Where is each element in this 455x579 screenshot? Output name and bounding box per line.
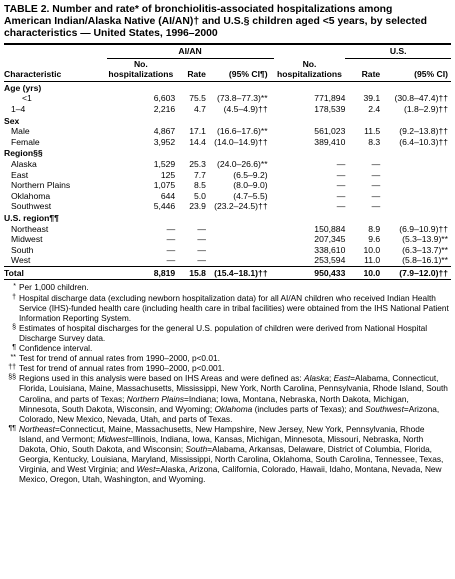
us-hospitalizations: — (336, 169, 346, 180)
aian-rate: — (197, 255, 206, 266)
row-label: Midwest (11, 234, 43, 245)
us-ci: (5.3–13.9)** (402, 234, 448, 245)
group-header-aian: AI/AN (107, 45, 274, 58)
us-ci: (6.4–10.3)†† (399, 136, 448, 147)
us-rate: 2.4 (368, 103, 381, 114)
aian-hospitalizations: — (166, 255, 176, 266)
table-row (4, 201, 451, 212)
column-header-no: No. (302, 58, 317, 69)
row-label: East (11, 169, 29, 180)
footnote-text: Per 1,000 children. (19, 282, 89, 293)
us-ci (380, 170, 451, 181)
footnote-segment: Oklahoma (214, 403, 253, 414)
us-hospitalizations: 253,594 (314, 255, 346, 266)
row-label: South (11, 244, 34, 255)
footnote (4, 373, 451, 423)
section-label: U.S. region¶¶ (4, 212, 59, 223)
aian-rate: — (197, 223, 206, 234)
aian-rate: 14.4 (189, 136, 206, 147)
group-header-us: U.S. (345, 45, 451, 58)
us-rate: 39.1 (363, 93, 381, 104)
table-row (4, 170, 451, 181)
footnote-segment: =Alaska, Arizona, California, Colorado, Hawaii, Idaho, Montana, Nevada, New Mexico, Oregon, Utah, Washington, and Wyoming. (19, 464, 442, 485)
us-rate: 11.0 (364, 255, 381, 266)
aian-ci (206, 224, 274, 235)
us-ci: (1.8–2.9)†† (404, 103, 448, 114)
footnote-segment: =Indiana; Iowa, Montana, Nebraska, North Dakota, Michigan, Minnesota, South Dakota, Wisconsin, and Wyoming; (19, 393, 409, 414)
aian-hospitalizations: — (166, 244, 176, 255)
section-label: Age (yrs) (4, 82, 42, 93)
footnote-segment: South (185, 443, 208, 454)
us-ci: (9.2–13.8)†† (399, 126, 448, 137)
aian-rate: 5.0 (194, 190, 206, 201)
aian-hospitalizations: 6,603 (153, 93, 176, 104)
total-label: Total (4, 266, 107, 280)
footnote-text: Hospital discharge data (excluding newborn hospitalization data) for all AI/AN children who received Indian Health Service (IHS)-funded health care (including health care in tribal facilities) were obtained from the IHS National Patient Information Reporting System. (19, 292, 449, 323)
row-label: Female (11, 136, 40, 147)
us-rate: 10.0 (363, 244, 381, 255)
footnote-segment: Northeast (19, 423, 55, 434)
aian-hospitalizations: 5,446 (153, 201, 176, 212)
aian-rate: 4.7 (194, 103, 206, 114)
section-label: Region§§ (4, 148, 43, 159)
us-hospitalizations: — (336, 190, 346, 201)
row-label: Southwest (11, 201, 52, 212)
column-header-hospitalizations: hospitalizations (108, 69, 174, 80)
aian-rate: 23.9 (189, 201, 206, 212)
us-rate: — (371, 169, 381, 180)
footnote-text: Estimates of hospital discharges for the general U.S. population of children were derived from National Hospital Discharge Survey data. (19, 322, 428, 343)
aian-hospitalizations: — (166, 223, 176, 234)
footnote-text (19, 373, 451, 423)
column-header-rate: Rate (175, 58, 206, 81)
aian-rate: 75.5 (189, 93, 206, 104)
footnote-segment: =Alabama, Connecticut, Florida, Louisiana, Maine, Massachusetts, Mississippi, New York, North Carolina, Pennsylvania, Rhode Island, South Carolina, and parts of Texas; (19, 373, 448, 404)
column-header-ci: (95% CI¶) (206, 58, 274, 81)
table-row (4, 104, 451, 115)
footnote-segment: ; (328, 373, 334, 384)
footnote-mark: * (13, 283, 16, 291)
table-body (4, 81, 451, 280)
aian-hospitalizations: — (166, 234, 176, 245)
aian-rate: 17.1 (189, 126, 206, 137)
aian-ci: (16.6–17.6)** (216, 126, 268, 137)
aian-hospitalizations: 1,529 (153, 158, 176, 169)
table-row (4, 234, 451, 245)
us-ci (380, 180, 451, 191)
us-hospitalizations: 150,884 (314, 223, 346, 234)
aian-ci: (4.7–5.5) (233, 190, 268, 201)
us-rate: — (371, 158, 381, 169)
us-hospitalizations: 561,023 (314, 126, 346, 137)
us-rate: — (371, 190, 381, 201)
footnote (4, 424, 451, 485)
table-row (4, 126, 451, 137)
us-hospitalizations: 389,410 (314, 136, 346, 147)
aian-hospitalizations: 644 (160, 190, 176, 201)
row-label: Male (11, 126, 30, 137)
row-label: Oklahoma (11, 190, 51, 201)
us-hospitalizations: — (336, 201, 346, 212)
aian-rate: — (197, 244, 206, 255)
footnote (4, 343, 451, 353)
row-label: Northern Plains (11, 180, 71, 191)
column-header-rate-us: Rate (345, 58, 380, 81)
us-hospitalizations: — (336, 180, 346, 191)
aian-ci: (14.0–14.9)†† (214, 136, 268, 147)
footnote-text: Test for trend of annual rates from 1990–2000, p<0.001. (19, 363, 225, 374)
table-row (4, 93, 451, 104)
section-header-row (4, 81, 451, 93)
table-title (4, 4, 451, 40)
us-hospitalizations: 771,894 (314, 93, 346, 104)
table-row (4, 224, 451, 235)
us-ci (380, 191, 451, 202)
section-header-row (4, 212, 451, 224)
footnote (4, 353, 451, 363)
table-row (4, 255, 451, 266)
footnote-mark: §§ (8, 374, 16, 382)
footnote (4, 363, 451, 373)
aian-rate: 25.3 (189, 158, 206, 169)
footnote-segment: Midwest (97, 433, 128, 444)
footnote-mark: § (12, 323, 16, 331)
column-header-characteristic: Characteristic (4, 58, 107, 81)
table-row (4, 245, 451, 256)
data-table (4, 45, 451, 280)
aian-hospitalizations: 3,952 (153, 136, 176, 147)
aian-ci: (15.4–18.1)†† (206, 266, 274, 280)
footnote-text (19, 424, 451, 485)
footnote-segment: =Arizona, Colorado, New Mexico, Nevada, Utah, and parts of Texas. (19, 403, 440, 424)
total-row (4, 266, 451, 280)
row-label: <1 (22, 93, 32, 104)
footnote-segment: Regions used in this analysis were based on IHS Areas and were defined as: (19, 373, 305, 384)
us-rate: 8.3 (368, 136, 381, 147)
row-label: Northeast (11, 223, 49, 234)
footnote-mark: ¶ (12, 344, 16, 352)
footnote-segment: =Alabama, Arkansas, Delaware, District of Columbia, Florida, Georgia, Kentucky, Louisiana, Maryland, Mississippi, North Carolina, Oklahoma, South Carolina, Tennessee, Texas, Virginia, and West Virginia; and (19, 443, 444, 475)
aian-rate: 15.8 (175, 266, 206, 280)
footnote-mark: ** (10, 354, 16, 362)
footnote (4, 323, 451, 343)
us-rate: 10.0 (345, 266, 380, 280)
aian-ci: (4.5–4.9)†† (223, 103, 268, 114)
us-rate: 9.6 (368, 234, 381, 245)
aian-ci: (23.2–24.5)†† (214, 201, 268, 212)
us-ci: (6.9–10.9)†† (399, 223, 448, 234)
table-row (4, 180, 451, 191)
footnote-segment: West (136, 464, 156, 475)
footnote-segment: =Illinois, Indiana, Iowa, Kansas, Michigan, Minnesota, Missouri, Nebraska, North Dakota, Ohio, South Dakota, and Wisconsin; (19, 433, 424, 454)
row-label: 1–4 (11, 103, 26, 114)
footnote (4, 293, 451, 323)
footnote-segment: =Connecticut, Maine, Massachusetts, New Hampshire, New Jersey, New York, Pennsylvania, Rhode Island, and Vermont; (19, 423, 425, 444)
group-header-row (4, 45, 451, 58)
row-label: Alaska (11, 158, 37, 169)
footnote-segment: Northern Plains (126, 393, 184, 404)
footnote-segment: Alaska (304, 373, 329, 384)
footnote-text: Test for trend of annual rates from 1990–2000, p<0.01. (19, 353, 220, 364)
column-header-no-hospitalizations-us (274, 58, 346, 81)
footnote-mark: † (12, 293, 16, 301)
footnote-segment: Southwest (365, 403, 404, 414)
title-line: characteristics — United States, 1996–2000 (4, 28, 218, 39)
footnote-mark: †† (8, 364, 16, 372)
us-hospitalizations: — (336, 158, 346, 169)
column-header-hospitalizations: hospitalizations (277, 69, 342, 80)
aian-ci (206, 234, 274, 245)
table-row (4, 191, 451, 202)
table-row (4, 159, 451, 170)
us-ci (380, 201, 451, 212)
us-ci: (7.9–12.0)†† (380, 266, 451, 280)
section-label: Sex (4, 115, 20, 126)
us-hospitalizations: 178,539 (314, 103, 346, 114)
us-ci: (6.3–13.7)** (402, 244, 448, 255)
us-hospitalizations: 950,433 (274, 266, 346, 280)
aian-ci: (24.0–26.6)** (216, 158, 268, 169)
footnote-mark: ¶¶ (8, 424, 16, 432)
title-line: American Indian/Alaska Native (AI/AN)† and U.S.§ children aged <5 years, by selected (4, 16, 428, 27)
footnote-segment: East (333, 373, 351, 384)
footnote-segment: (includes parts of Texas); and (252, 403, 366, 414)
us-rate: 8.9 (368, 223, 381, 234)
footnote (4, 282, 451, 292)
row-label: West (11, 255, 31, 266)
aian-ci: (73.8–77.3)** (216, 93, 268, 104)
aian-hospitalizations: 4,867 (153, 126, 176, 137)
table-row (4, 137, 451, 148)
aian-ci (206, 245, 274, 256)
us-hospitalizations: 338,610 (314, 244, 346, 255)
column-header-no-hospitalizations (107, 58, 176, 81)
title-line: TABLE 2. Number and rate* of bronchiolitis-associated hospitalizations among (4, 4, 393, 15)
us-rate: 11.5 (364, 126, 381, 137)
us-ci: (5.8–16.1)** (402, 255, 448, 266)
aian-rate: — (197, 234, 206, 245)
column-header-row (4, 58, 451, 81)
column-header-ci-us: (95% CI) (380, 58, 451, 81)
aian-hospitalizations: 125 (160, 169, 176, 180)
aian-ci: (8.0–9.0) (233, 180, 268, 191)
aian-ci: (6.5–9.2) (233, 169, 268, 180)
footnotes (4, 282, 451, 484)
aian-hospitalizations: 8,819 (107, 266, 176, 280)
us-rate: — (371, 180, 381, 191)
section-header-row (4, 147, 451, 159)
aian-hospitalizations: 1,075 (153, 180, 176, 191)
column-header-no: No. (133, 58, 148, 69)
aian-rate: 7.7 (194, 169, 206, 180)
us-ci: (30.8–47.4)†† (394, 93, 448, 104)
aian-rate: 8.5 (194, 180, 206, 191)
footnote-text: Confidence interval. (19, 343, 93, 354)
section-header-row (4, 115, 451, 127)
aian-ci (206, 255, 274, 266)
us-ci (380, 159, 451, 170)
us-rate: — (371, 201, 381, 212)
us-hospitalizations: 207,345 (314, 234, 346, 245)
aian-hospitalizations: 2,216 (153, 103, 176, 114)
